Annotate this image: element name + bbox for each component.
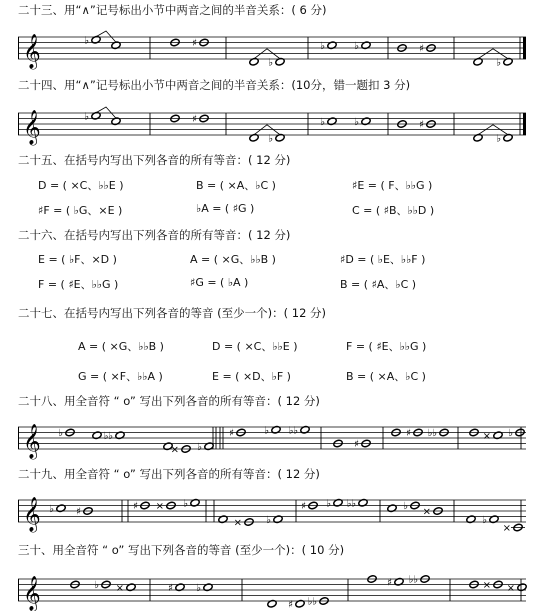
- q25-answer: ♭A = ( ♯G ): [196, 202, 255, 215]
- q26-answer: ♯G = ( ♭A ): [190, 276, 249, 289]
- accidental-icon: ♭: [264, 425, 269, 437]
- accidental-icon: ×: [233, 517, 242, 529]
- accidental-icon: ♭: [58, 428, 63, 439]
- accidental-icon: ♭♭: [427, 428, 437, 439]
- accidental-icon: ♭: [197, 441, 202, 453]
- q26-answer: E = ( ♭F、×D ): [38, 253, 117, 266]
- q27-answer: E = ( ×D、♭F ): [212, 370, 291, 383]
- staff-q23-svg: [18, 32, 526, 69]
- staff-q29: [18, 495, 526, 534]
- q26-answer: B = ( ♯A、♭C ): [340, 278, 417, 291]
- accidental-icon: ♭♭: [288, 425, 298, 437]
- accidental-icon: ♭: [496, 57, 501, 69]
- accidental-icon: ♯: [168, 582, 173, 594]
- staff-q28-svg: [18, 422, 526, 459]
- q27-answer: A = ( ×G、♭♭B ): [78, 340, 164, 353]
- accidental-icon: ♭: [84, 111, 89, 123]
- accidental-icon: ×: [482, 580, 491, 591]
- accidental-icon: ♭: [496, 133, 501, 145]
- question-26-title: 二十六、在括号内写出下列各音的所有等音：( 12 分): [18, 228, 291, 242]
- treble-clef-icon: 𝄞: [23, 576, 41, 611]
- accidental-icon: ♯: [354, 439, 359, 450]
- accidental-icon: ♭: [196, 582, 201, 594]
- q25-answer: C = ( ♯B、♭♭D ): [352, 204, 435, 217]
- q26-answer: F = ( ♯E、♭♭G ): [38, 278, 119, 291]
- accidental-icon: ♭: [508, 428, 513, 439]
- q26-answer: ♯D = ( ♭E、♭♭F ): [340, 253, 426, 266]
- accidental-icon: ×: [506, 582, 515, 594]
- accidental-icon: ♯: [419, 119, 424, 131]
- accidental-icon: ♭: [49, 503, 54, 515]
- staff-q30: [18, 574, 526, 611]
- accidental-icon: ♯: [419, 43, 424, 55]
- accidental-icon: ♭: [320, 116, 325, 128]
- accidental-icon: ♯: [192, 114, 197, 125]
- accidental-icon: ×: [502, 523, 511, 534]
- accidental-icon: ×: [115, 582, 124, 594]
- accidental-icon: ♭♭: [103, 430, 113, 442]
- accidental-icon: ♭: [482, 514, 487, 526]
- question-25-title: 二十五、在括号内写出下列各音的所有等音：( 12 分): [18, 153, 291, 167]
- final-barline-thick: [523, 113, 526, 135]
- staff-q24-svg: [18, 108, 526, 145]
- accidental-icon: ×: [170, 444, 179, 456]
- q27-answer: D = ( ×C、♭♭E ): [212, 340, 298, 353]
- accidental-icon: ♯: [387, 577, 392, 589]
- treble-clef-icon: 𝄞: [23, 110, 41, 145]
- staff-q29-svg: [18, 495, 526, 534]
- treble-clef-icon: 𝄞: [23, 497, 41, 532]
- staff-q23: [18, 32, 526, 69]
- accidental-icon: ×: [422, 506, 431, 518]
- accidental-icon: ♭: [94, 580, 99, 591]
- q27-answer: B = ( ×A、♭C ): [346, 370, 426, 383]
- accidental-icon: ♭♭: [408, 574, 418, 586]
- accidental-icon: ♯: [229, 428, 234, 439]
- accidental-icon: ×: [155, 501, 164, 512]
- q27-answer: F = ( ♯E、♭♭G ): [346, 340, 427, 353]
- question-23-title: 二十三、用“∧”记号标出小节中两音之间的半音关系：( 6 分): [18, 3, 327, 17]
- staff-q30-svg: [18, 574, 526, 611]
- staff-q28: [18, 422, 526, 459]
- accidental-icon: ♭: [268, 133, 273, 145]
- accidental-icon: ♭: [266, 514, 271, 526]
- accidental-icon: ♭: [268, 57, 273, 69]
- q26-answer: A = ( ×G、♭♭B ): [190, 253, 276, 266]
- accidental-icon: ♭: [354, 40, 359, 52]
- accidental-icon: ×: [482, 430, 491, 442]
- question-27-title: 二十七、在括号内写出下列各音的等音 (至少一个)：( 12 分): [18, 306, 327, 320]
- accidental-icon: ♭: [326, 498, 331, 510]
- accidental-icon: ♯: [133, 501, 138, 512]
- question-28-title: 二十八、用全音符 “ o” 写出下列各音的所有等音：( 12 分): [18, 394, 320, 408]
- staff-q24: [18, 108, 526, 145]
- accidental-icon: ♯: [288, 599, 293, 611]
- final-barline-thick: [523, 37, 526, 59]
- treble-clef-icon: 𝄞: [23, 424, 41, 459]
- question-24-title: 二十四、用“∧”记号标出小节中两音之间的半音关系：(10分，错一题扣 3 分): [18, 78, 411, 92]
- treble-clef-icon: 𝄞: [23, 34, 41, 69]
- accidental-icon: ♭: [320, 40, 325, 52]
- q25-answer: ♯E = ( F、♭♭G ): [352, 179, 433, 192]
- accidental-icon: ♭: [403, 501, 408, 512]
- question-29-title: 二十九、用全音符 “ o” 写出下列各音的所有等音：( 12 分): [18, 467, 320, 481]
- q25-answer: ♯F = ( ♭G、×E ): [38, 204, 123, 217]
- accidental-icon: ♯: [301, 501, 306, 512]
- accidental-icon: ♭♭: [346, 498, 356, 510]
- q27-answer: G = ( ×F、♭♭A ): [78, 370, 163, 383]
- accidental-icon: ♯: [406, 428, 411, 439]
- accidental-icon: ♯: [76, 506, 81, 518]
- accidental-icon: ♭: [183, 498, 188, 510]
- accidental-icon: ♯: [192, 38, 197, 49]
- q25-answer: B = ( ×A、♭C ): [196, 179, 276, 192]
- q25-answer: D = ( ×C、♭♭E ): [38, 179, 124, 192]
- accidental-icon: ♭: [84, 35, 89, 47]
- accidental-icon: ♭: [354, 116, 359, 128]
- accidental-icon: ♭♭: [307, 596, 317, 608]
- question-30-title: 三十、用全音符 “ o” 写出下列各音的等音 (至少一个)：( 10 分): [18, 543, 345, 557]
